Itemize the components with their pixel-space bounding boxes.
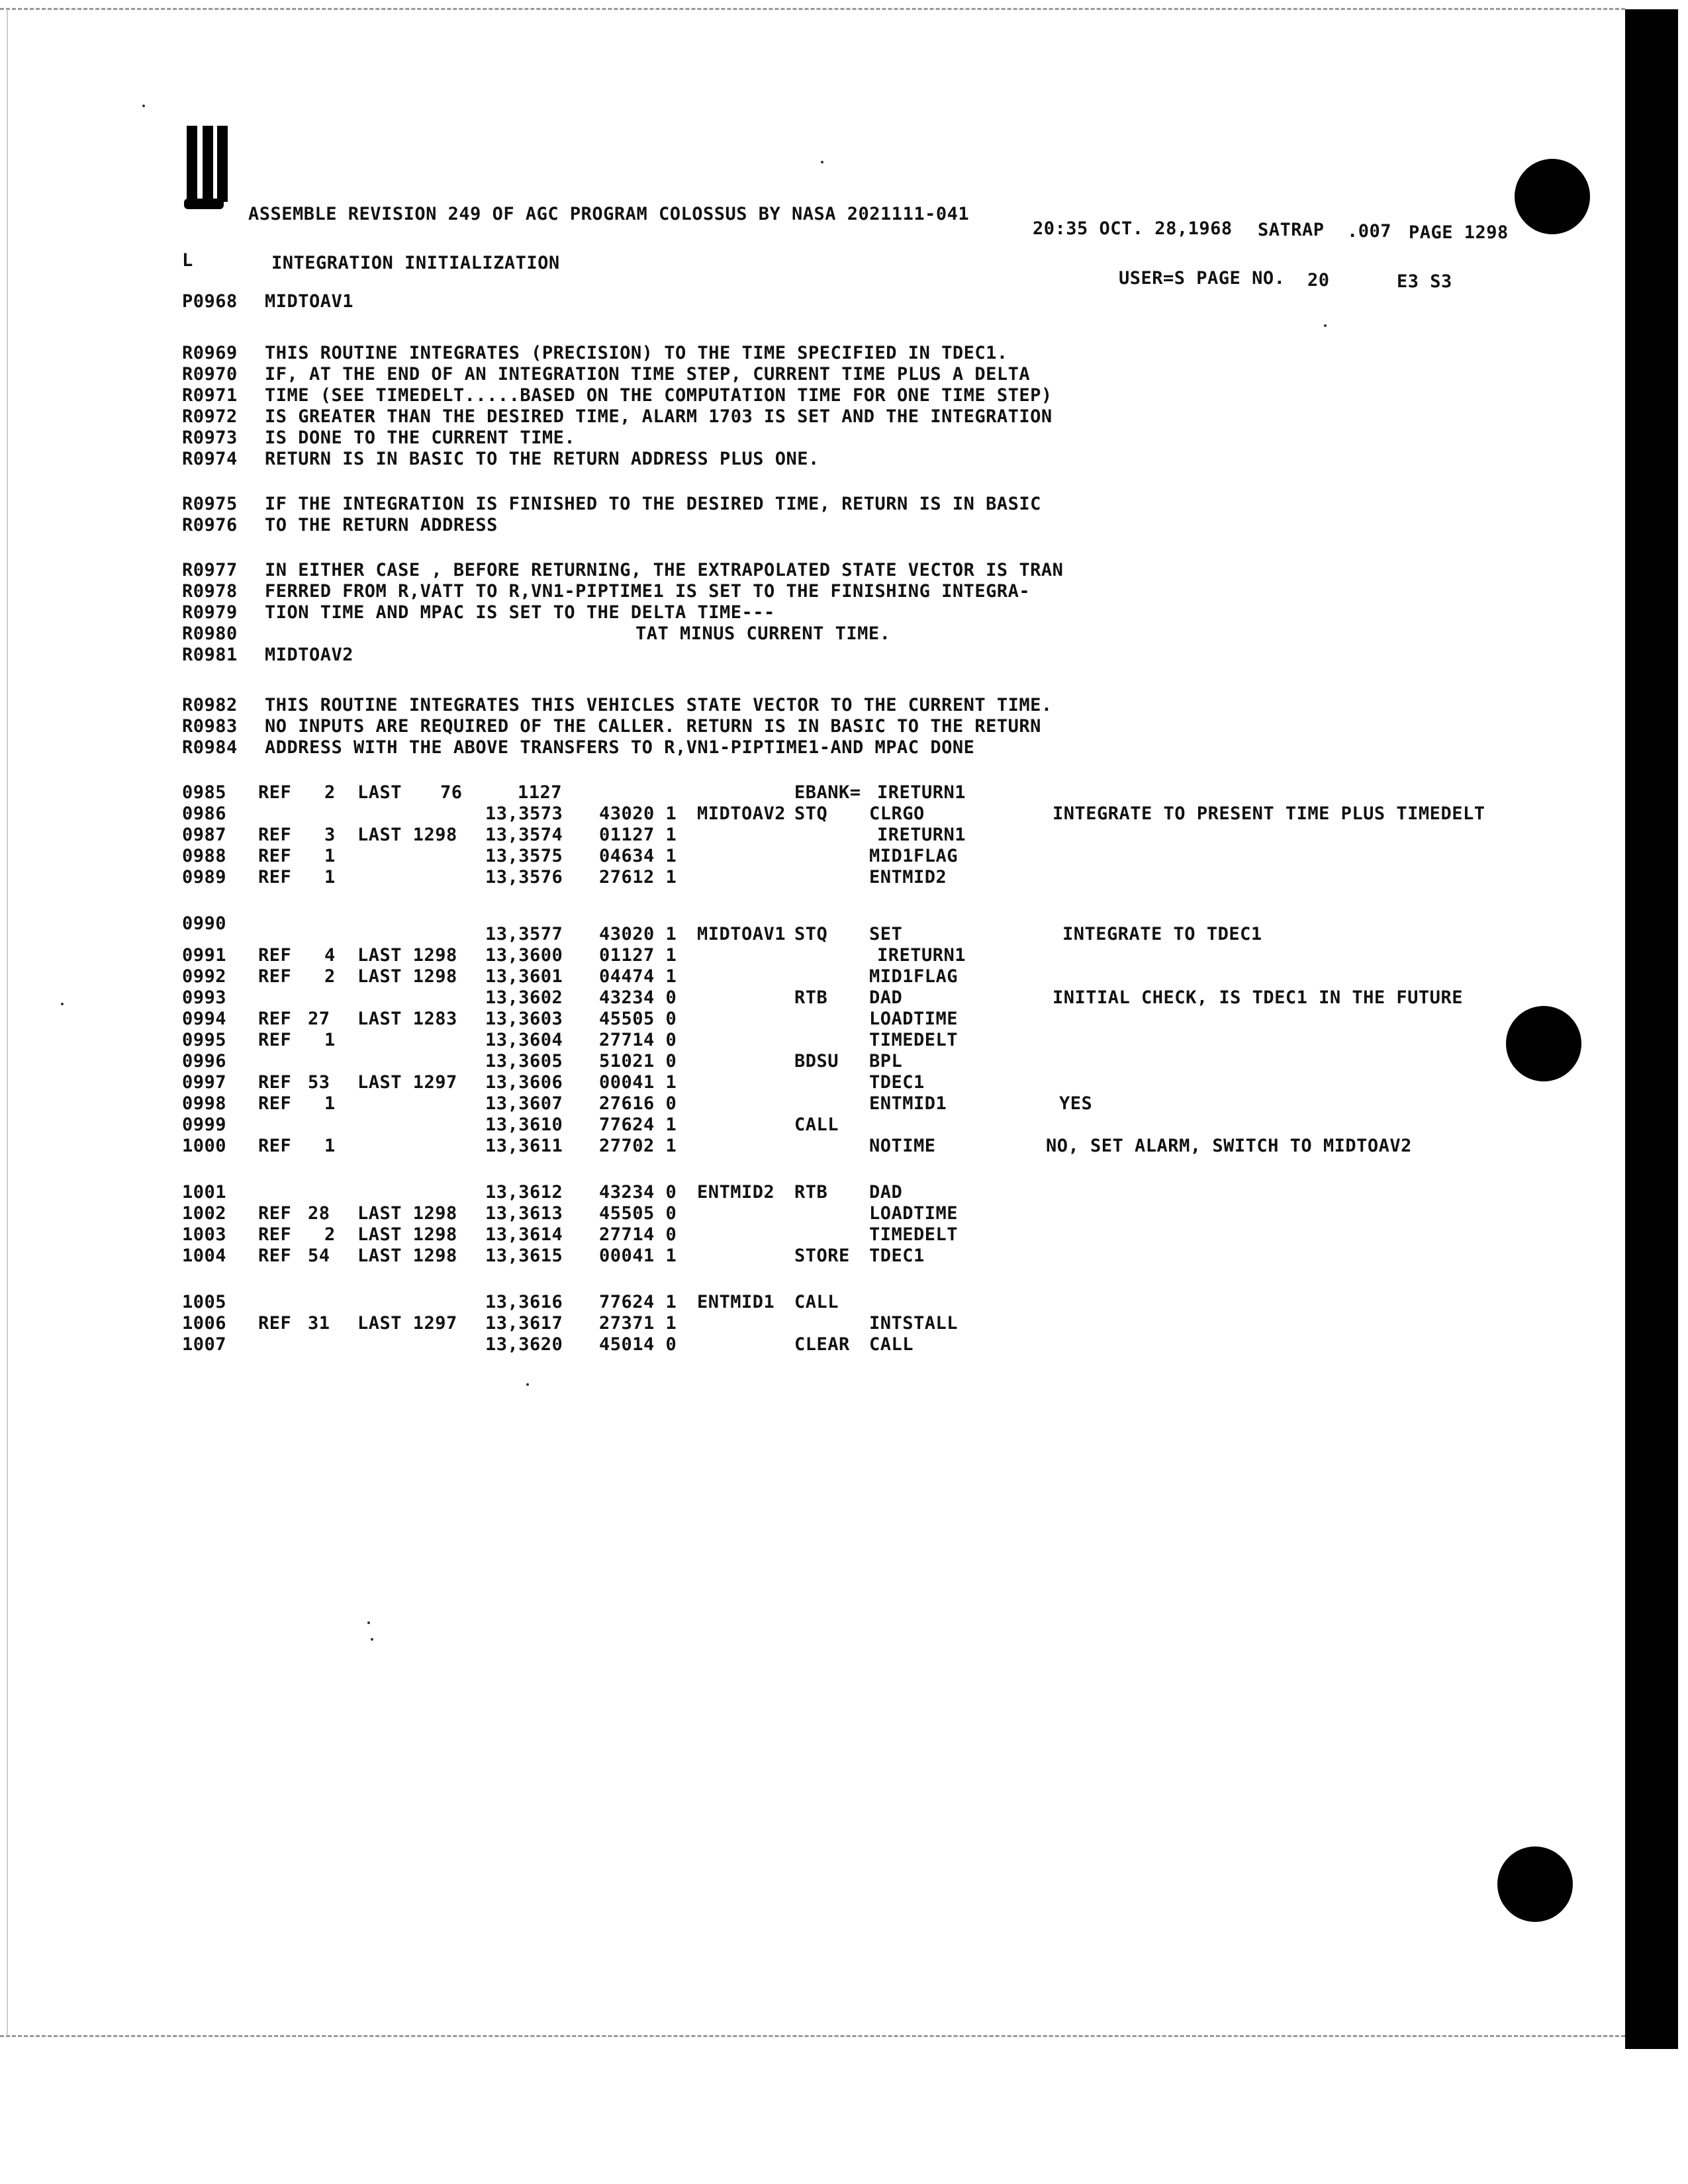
- line-number: R0981: [182, 645, 238, 665]
- line-field: TDEC1: [869, 1246, 925, 1266]
- line-number: 0997: [182, 1072, 227, 1093]
- line-field: LOADTIME: [869, 1203, 959, 1224]
- line-field: TIMEDELT: [869, 1224, 959, 1245]
- line-number: 0986: [182, 803, 227, 824]
- line-number: 0990: [182, 913, 227, 934]
- line-field: REF: [258, 782, 292, 803]
- line-field: 77624 1: [599, 1292, 677, 1312]
- line-number: 0996: [182, 1051, 227, 1071]
- line-field: 27612 1: [599, 867, 677, 887]
- line-field: IF, AT THE END OF AN INTEGRATION TIME STEP, CURRENT TIME PLUS A DELTA: [265, 364, 1031, 385]
- line-field: 13,3613: [485, 1203, 563, 1224]
- line-field: 13,3575: [485, 846, 563, 866]
- line-field: 13,3601: [485, 966, 563, 987]
- line-field: 13,3610: [485, 1115, 563, 1135]
- line-field: 2: [324, 782, 336, 803]
- line-field: 13,3603: [485, 1009, 563, 1029]
- line-field: THIS ROUTINE INTEGRATES THIS VEHICLES STATE VECTOR TO THE CURRENT TIME.: [265, 695, 1053, 715]
- line-number: 1004: [182, 1246, 227, 1266]
- line-field: RETURN IS IN BASIC TO THE RETURN ADDRESS PLUS ONE.: [265, 449, 820, 469]
- line-field: YES: [1059, 1093, 1093, 1114]
- line-field: 13,3620: [485, 1334, 563, 1355]
- line-number: 0994: [182, 1009, 227, 1029]
- line-field: LAST 1298: [357, 945, 457, 966]
- line-field: TAT MINUS CURRENT TIME.: [635, 623, 891, 644]
- line-field: 13,3576: [485, 867, 563, 887]
- speck: [821, 161, 823, 163]
- line-field: REF: [258, 966, 292, 987]
- line-field: 1: [324, 1136, 336, 1156]
- line-field: STQ: [794, 924, 828, 944]
- line-field: MIDTOAV1: [697, 924, 786, 944]
- line-field: CLRGO: [869, 803, 925, 824]
- line-field: CALL: [794, 1292, 839, 1312]
- line-field: REF: [258, 1224, 292, 1245]
- line-field: THIS ROUTINE INTEGRATES (PRECISION) TO THE TIME SPECIFIED IN TDEC1.: [265, 343, 1008, 363]
- line-number: 1003: [182, 1224, 227, 1245]
- line-field: 27371 1: [599, 1313, 677, 1334]
- line-field: MIDTOAV2: [265, 645, 354, 665]
- line-field: REF: [258, 1313, 292, 1334]
- line-field: MIDTOAV1: [265, 291, 354, 312]
- line-field: 13,3606: [485, 1072, 563, 1093]
- line-field: 43020 1: [599, 803, 677, 824]
- tab-marker: [203, 126, 213, 202]
- line-field: FERRED FROM R,VATT TO R,VN1-PIPTIME1 IS SET TO THE FINISHING INTEGRA-: [265, 581, 1031, 602]
- line-field: 2: [324, 1224, 336, 1245]
- line-field: LAST 1298: [357, 1203, 457, 1224]
- line-number: R0984: [182, 737, 238, 758]
- line-number: 0988: [182, 846, 227, 866]
- line-field: 53: [308, 1072, 330, 1093]
- line-field: 43234 0: [599, 987, 677, 1008]
- line-number: 1001: [182, 1182, 227, 1203]
- line-number: R0976: [182, 515, 238, 535]
- line-field: REF: [258, 1203, 292, 1224]
- line-field: LOADTIME: [869, 1009, 959, 1029]
- line-field: 27714 0: [599, 1224, 677, 1245]
- bottom-perforation: [0, 2035, 1625, 2037]
- line-number: R0971: [182, 385, 238, 406]
- line-field: 51021 0: [599, 1051, 677, 1071]
- line-field: 54: [308, 1246, 330, 1266]
- line-field: IS DONE TO THE CURRENT TIME.: [265, 428, 576, 448]
- speck: [371, 1638, 373, 1641]
- line-field: 43020 1: [599, 924, 677, 944]
- line-field: NO INPUTS ARE REQUIRED OF THE CALLER. RETURN IS IN BASIC TO THE RETURN: [265, 716, 1041, 737]
- line-field: RTB: [794, 1182, 828, 1203]
- line-field: LAST 1298: [357, 966, 457, 987]
- line-field: REF: [258, 1093, 292, 1114]
- line-field: STORE: [794, 1246, 850, 1266]
- line-field: NO, SET ALARM, SWITCH TO MIDTOAV2: [1046, 1136, 1412, 1156]
- header-version: .007: [1347, 221, 1392, 242]
- header-page-number: PAGE 1298: [1409, 222, 1509, 243]
- line-field: RTB: [794, 987, 828, 1008]
- line-field: REF: [258, 1072, 292, 1093]
- line-field: MIDTOAV2: [697, 803, 786, 824]
- tab-marker-foot: [184, 199, 224, 209]
- line-number: 0992: [182, 966, 227, 987]
- line-field: 27616 0: [599, 1093, 677, 1114]
- left-edge: [7, 9, 8, 2034]
- line-field: 13,3573: [485, 803, 563, 824]
- line-field: REF: [258, 846, 292, 866]
- speck: [1324, 324, 1327, 327]
- line-field: 13,3616: [485, 1292, 563, 1312]
- line-field: 00041 1: [599, 1072, 677, 1093]
- line-field: IN EITHER CASE , BEFORE RETURNING, THE EXTRAPOLATED STATE VECTOR IS TRAN: [265, 560, 1064, 580]
- line-field: TDEC1: [869, 1072, 925, 1093]
- punch-hole-bottom: [1497, 1846, 1573, 1922]
- line-number: R0975: [182, 494, 238, 514]
- line-field: 00041 1: [599, 1246, 677, 1266]
- line-field: LAST 1298: [357, 1246, 457, 1266]
- section-marker: L: [182, 250, 193, 271]
- line-field: LAST 1283: [357, 1009, 457, 1029]
- line-number: 0993: [182, 987, 227, 1008]
- top-perforation: [0, 8, 1625, 10]
- section-codes: E3 S3: [1397, 271, 1452, 292]
- line-field: IRETURN1: [877, 945, 966, 966]
- line-number: R0979: [182, 602, 238, 623]
- line-number: R0972: [182, 406, 238, 427]
- tab-marker: [217, 126, 228, 202]
- line-field: 27702 1: [599, 1136, 677, 1156]
- speck: [367, 1621, 370, 1624]
- line-field: 13,3602: [485, 987, 563, 1008]
- line-number: R0977: [182, 560, 238, 580]
- line-field: BPL: [869, 1051, 903, 1071]
- speck: [526, 1383, 529, 1386]
- line-field: INTEGRATE TO PRESENT TIME PLUS TIMEDELT: [1053, 803, 1485, 824]
- line-field: DAD: [869, 1182, 903, 1203]
- line-field: CLEAR: [794, 1334, 850, 1355]
- user-page-number: 20: [1307, 270, 1330, 291]
- line-field: NOTIME: [869, 1136, 936, 1156]
- line-field: INITIAL CHECK, IS TDEC1 IN THE FUTURE: [1053, 987, 1463, 1008]
- header-timestamp: 20:35 OCT. 28,1968: [1033, 218, 1233, 239]
- line-field: 13,3605: [485, 1051, 563, 1071]
- line-number: 0989: [182, 867, 227, 887]
- line-number: 1002: [182, 1203, 227, 1224]
- line-field: ENTMID2: [869, 867, 947, 887]
- line-number: 0999: [182, 1115, 227, 1135]
- line-field: 1: [324, 846, 336, 866]
- line-field: 13,3574: [485, 825, 563, 845]
- line-number: R0982: [182, 695, 238, 715]
- line-field: MID1FLAG: [869, 966, 959, 987]
- line-field: CALL: [794, 1115, 839, 1135]
- line-field: BDSU: [794, 1051, 839, 1071]
- tab-marker: [187, 126, 197, 202]
- line-number: R0969: [182, 343, 238, 363]
- line-number: 0995: [182, 1030, 227, 1050]
- line-field: 1: [324, 1093, 336, 1114]
- line-field: LAST: [357, 782, 402, 803]
- line-field: 13,3617: [485, 1313, 563, 1334]
- line-field: LAST 1298: [357, 825, 457, 845]
- line-field: EBANK=: [794, 782, 861, 803]
- line-number: R0978: [182, 581, 238, 602]
- line-field: 1127: [518, 782, 563, 803]
- line-field: 1: [324, 867, 336, 887]
- line-field: DAD: [869, 987, 903, 1008]
- line-field: REF: [258, 1009, 292, 1029]
- line-field: 01127 1: [599, 945, 677, 966]
- line-field: 4: [324, 945, 336, 966]
- punch-hole-top: [1515, 159, 1590, 234]
- line-number: 1007: [182, 1334, 227, 1355]
- line-field: IRETURN1: [877, 782, 966, 803]
- line-field: ENTMID1: [869, 1093, 947, 1114]
- line-field: 28: [308, 1203, 330, 1224]
- line-field: 27: [308, 1009, 330, 1029]
- line-field: 13,3607: [485, 1093, 563, 1114]
- line-field: 13,3612: [485, 1182, 563, 1203]
- line-field: INTEGRATE TO TDEC1: [1062, 924, 1262, 944]
- line-field: STQ: [794, 803, 828, 824]
- line-field: TIMEDELT: [869, 1030, 959, 1050]
- line-field: REF: [258, 867, 292, 887]
- line-field: LAST 1298: [357, 1224, 457, 1245]
- line-field: LAST 1297: [357, 1072, 457, 1093]
- line-number: 0991: [182, 945, 227, 966]
- line-field: 77624 1: [599, 1115, 677, 1135]
- line-number: R0973: [182, 428, 238, 448]
- line-field: 13,3611: [485, 1136, 563, 1156]
- line-field: 13,3614: [485, 1224, 563, 1245]
- line-field: 45505 0: [599, 1203, 677, 1224]
- line-field: 76: [440, 782, 463, 803]
- line-number: 1005: [182, 1292, 227, 1312]
- line-field: 04634 1: [599, 846, 677, 866]
- line-field: INTSTALL: [869, 1313, 959, 1334]
- line-number: 0987: [182, 825, 227, 845]
- line-field: MID1FLAG: [869, 846, 959, 866]
- line-field: REF: [258, 1030, 292, 1050]
- speck: [61, 1003, 64, 1005]
- line-field: 13,3600: [485, 945, 563, 966]
- line-field: IS GREATER THAN THE DESIRED TIME, ALARM 1703 IS SET AND THE INTEGRATION: [265, 406, 1053, 427]
- line-field: 31: [308, 1313, 330, 1334]
- line-field: 43234 0: [599, 1182, 677, 1203]
- line-number: 0985: [182, 782, 227, 803]
- line-field: 45014 0: [599, 1334, 677, 1355]
- line-number: R0970: [182, 364, 238, 385]
- line-field: 45505 0: [599, 1009, 677, 1029]
- section-title: INTEGRATION INITIALIZATION: [271, 253, 560, 273]
- line-number: P0968: [182, 291, 238, 312]
- header-title: ASSEMBLE REVISION 249 OF AGC PROGRAM COLOSSUS BY NASA 2021111-041: [248, 204, 970, 224]
- line-field: ENTMID2: [697, 1182, 775, 1203]
- line-field: 13,3615: [485, 1246, 563, 1266]
- line-field: TION TIME AND MPAC IS SET TO THE DELTA TIME---: [265, 602, 775, 623]
- line-number: 1006: [182, 1313, 227, 1334]
- line-number: 13,3577: [485, 924, 563, 944]
- line-number: R0983: [182, 716, 238, 737]
- line-number: 1000: [182, 1136, 227, 1156]
- line-field: ADDRESS WITH THE ABOVE TRANSFERS TO R,VN1-PIPTIME1-AND MPAC DONE: [265, 737, 975, 758]
- punch-hole-middle: [1506, 1006, 1581, 1081]
- line-field: 13,3604: [485, 1030, 563, 1050]
- line-field: TO THE RETURN ADDRESS: [265, 515, 498, 535]
- line-field: IF THE INTEGRATION IS FINISHED TO THE DESIRED TIME, RETURN IS IN BASIC: [265, 494, 1041, 514]
- line-number: 0998: [182, 1093, 227, 1114]
- line-field: LAST 1297: [357, 1313, 457, 1334]
- line-number: R0980: [182, 623, 238, 644]
- line-field: IRETURN1: [877, 825, 966, 845]
- line-field: REF: [258, 825, 292, 845]
- line-field: REF: [258, 1246, 292, 1266]
- line-field: CALL: [869, 1334, 914, 1355]
- line-field: 3: [324, 825, 336, 845]
- line-field: TIME (SEE TIMEDELT.....BASED ON THE COMPUTATION TIME FOR ONE TIME STEP): [265, 385, 1053, 406]
- speck: [142, 105, 145, 107]
- user-page-label: USER=S PAGE NO.: [1119, 268, 1286, 289]
- line-field: 01127 1: [599, 825, 677, 845]
- line-field: SET: [869, 924, 903, 944]
- line-field: REF: [258, 1136, 292, 1156]
- header-satrap: SATRAP: [1258, 220, 1325, 240]
- line-number: R0974: [182, 449, 238, 469]
- line-field: REF: [258, 945, 292, 966]
- line-field: 1: [324, 1030, 336, 1050]
- line-field: 27714 0: [599, 1030, 677, 1050]
- line-field: 04474 1: [599, 966, 677, 987]
- line-field: ENTMID1: [697, 1292, 775, 1312]
- right-black-border: [1625, 9, 1678, 2049]
- line-field: 2: [324, 966, 336, 987]
